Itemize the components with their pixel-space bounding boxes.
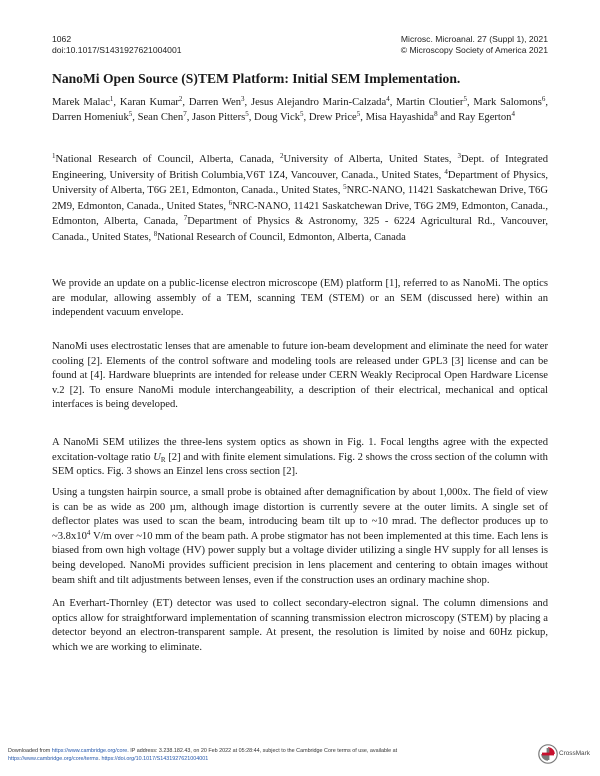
author-name: Martin Cloutier (396, 97, 464, 108)
author-affiliation-mark: 7 (183, 110, 187, 119)
author-name: Misa Hayashida (365, 112, 435, 124)
author-name: Sean Chen (137, 112, 184, 124)
author-separator: , (244, 97, 251, 108)
author-name: Darren Wen (188, 97, 242, 108)
author-affiliation-mark: 1 (109, 95, 114, 103)
p4-text-b: V/m over ~10 mm of the beam path. A probe stigmator has not been implemented at this time. Each lens is biased from own high voltage (HV) power supply but a voltage divider utilizing a single HV supply for all lenses is being developed. NanoMi provides sufficient precision in lens placement and centering to obtain images without beam shift and tilt adjustments between lenses, even if the construction uses an ordinary machine shop. (52, 530, 548, 586)
paper-title: NanoMi Open Source (S)TEM Platform: Initial SEM Implementation. (52, 71, 461, 86)
paragraph-sem-optics (52, 436, 548, 480)
affiliations (52, 152, 548, 246)
affiliation-number: 6 (228, 198, 233, 207)
copyright: © Microscopy Society of America 2021 (400, 45, 548, 55)
ur-subscript: R (160, 455, 166, 464)
author-affiliation-mark: 6 (541, 95, 546, 103)
footer-text-1b: . IP address: 3.238.182.43, on 20 Feb 2022 at 05:28:44, subject to the Cambridge Core terms of use, available at (127, 748, 398, 754)
affiliation-number: 1 (52, 152, 56, 160)
paragraph-lenses: NanoMi uses electrostatic lenses that are amenable to future ion-beam development and eliminate the need for water cooling [2]. Elements of the control software and modeling tools are released under GPL3 [3] license and can be found at [4]. Hardware blueprints are intended for release under CERN Weakly Reciprocal Open Hardware License v.2 [2]. To ensure NanoMi module interchangeability, a description of their electrical, mechanical and optical interfaces is being developed. (52, 341, 548, 411)
author-name: Mark Salomons (473, 97, 542, 108)
running-header-right (401, 34, 548, 56)
affiliation-number: 3 (457, 152, 462, 160)
affiliation-text: National Research of Council, Edmonton, Alberta, Canada (157, 231, 406, 243)
page-number: 1062 (52, 34, 72, 44)
p4-exponent: 4 (86, 528, 91, 537)
author-affiliation-mark: 5 (356, 110, 361, 119)
author-affiliation-mark: 8 (434, 110, 438, 119)
author-separator: , (466, 97, 474, 108)
affiliation-number: 5 (343, 183, 347, 192)
affiliation-text: Department of Physics, University of Alberta, T6G 2E1, Edmonton, Canada., United States, (52, 169, 548, 197)
author-separator: , (389, 97, 397, 108)
author-separator: , (182, 97, 189, 108)
author-list (52, 95, 548, 125)
author-affiliation-mark: 3 (241, 95, 245, 103)
affiliation-text: Department of Physics & Astronomy, 325 - 6224 Agricultural Rd., Vancouver, Canada., United States, (52, 216, 549, 243)
author-separator: , (113, 97, 120, 108)
footer-link-doi[interactable]: https://doi.org/10.1017/S1431927621004001 (101, 756, 209, 762)
author-separator: , (303, 112, 309, 124)
author-separator: , (186, 112, 192, 124)
author-affiliation-mark: 5 (245, 110, 249, 119)
paragraph-intro: We provide an update on a public-license electron microscope (EM) platform [1], referred to as NanoMi. The optics are modular, allowing assembly of a TEM, scanning TEM (STEM) or an SEM (discussed here) within an independent vacuum envelope. (52, 278, 548, 319)
author-separator: , (545, 97, 549, 108)
author-name: Darren Homeniuk (52, 112, 129, 124)
journal-citation: Microsc. Microanal. 27 (Suppl 1), 2021 (400, 34, 548, 44)
author-separator: , (248, 112, 255, 124)
paragraph-detector: An Everhart-Thornley (ET) detector was used to collect secondary-electron signal. The column dimensions and optics allow for straightforward implementation of scanning transmission electron microscopy (STEM) by placing a detector beyond an electron-transparent sample. At present, the resolution is limited by noise and 60Hz pickup, which we are working to eliminate. (52, 598, 548, 653)
author-affiliation-mark: 4 (511, 110, 515, 119)
footer-link-terms[interactable]: https://www.cambridge.org/core/terms (8, 756, 99, 762)
crossmark-label: CrossMark (559, 750, 590, 757)
author-affiliation-mark: 5 (463, 95, 467, 103)
author-name: Jason Pitters (191, 112, 246, 124)
affiliation-number: 2 (279, 152, 284, 160)
author-name: Jesus Alejandro Marin-Calzada (250, 97, 387, 108)
author-name: Doug Vick (254, 112, 301, 124)
author-affiliation-mark: 5 (128, 110, 133, 119)
footer-text-2: . (98, 756, 102, 762)
affiliation-text: National Research of Council, Alberta, Canada, (55, 154, 280, 165)
p3-text-a: A NanoMi SEM utilizes the three-lens system optics as shown in Fig. 1. Focal lengths agree with the expected excitation-voltage ratio (52, 437, 548, 463)
author-name: and Ray Egerton (440, 112, 512, 124)
footer-line-2 (8, 755, 397, 763)
author-separator: , (360, 112, 366, 124)
affiliation-text: NRC-NANO, 11421 Saskatchewan Drive, T6G 2M9, Edmonton, Canada., United States, (52, 185, 548, 212)
doi[interactable]: doi:10.1017/S1431927621004001 (52, 45, 182, 55)
crossmark-icon (538, 744, 558, 764)
download-footer (8, 747, 397, 763)
affiliation-text: Dept. of Integrated Engineering, University of British Columbia,V6T 1Z4, Vancouver, Canada., United States, (52, 154, 548, 181)
running-header-left (52, 34, 182, 56)
p4-text-a: Using a tungsten hairpin source, a small probe is obtained after demagnification by about 1,000x. The field of view is can be as wide as 200 µm, although image distortion is currently severe at the outer limits. A single set of deflector plates was used to scan the beam, introducing beam tilt up to ~10 mrad. The deflector produces up to ~3.8x10 (52, 487, 548, 542)
footer-line-1 (8, 747, 397, 755)
p3-text-b: [2] and with finite element simulations. Fig. 2 shows the cross section of the column with SEM optics. Fig. 3 shows an Einzel lens cross section [2]. (52, 451, 548, 478)
author-affiliation-mark: 4 (386, 95, 390, 103)
paragraph-probe (52, 486, 548, 588)
author-separator: , (132, 112, 138, 124)
affiliation-text: University of Alberta, United States, (283, 154, 458, 165)
ur-symbol: U (153, 451, 161, 463)
footer-link-core[interactable]: https://www.cambridge.org/core (51, 748, 128, 754)
crossmark-badge[interactable] (538, 742, 592, 766)
author-affiliation-mark: 5 (300, 110, 304, 119)
author-name: Marek Malac (52, 97, 110, 108)
author-name: Karan Kumar (119, 97, 179, 108)
author-affiliation-mark: 2 (178, 95, 183, 103)
author-name: Drew Price (308, 112, 357, 124)
affiliation-text: NRC-NANO, 11421 Saskatchewan Drive, T6G 2M9, Edmonton, Canada., Edmonton, Alberta, Canada, (52, 200, 548, 228)
affiliation-number: 4 (444, 167, 448, 176)
affiliation-number: 7 (183, 214, 188, 223)
affiliation-number: 8 (153, 229, 158, 238)
footer-text-1a: Downloaded from (8, 748, 52, 754)
